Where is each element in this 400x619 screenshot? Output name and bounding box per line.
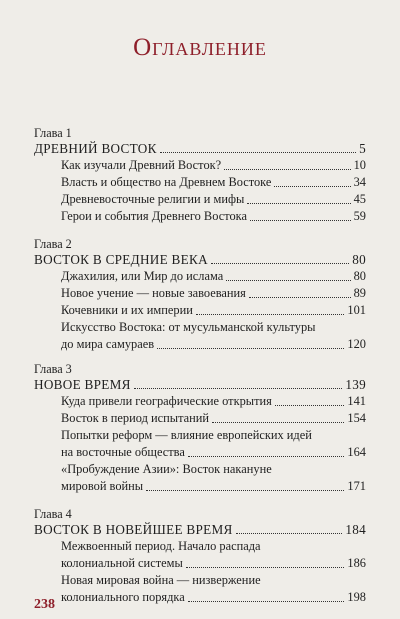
entry-title: «Пробуждение Азии»: Восток накануне <box>61 462 272 476</box>
dot-leader <box>196 314 345 315</box>
toc-entry[interactable] <box>61 268 366 285</box>
entry-page: 59 <box>353 209 366 223</box>
toc-main-entry[interactable] <box>34 140 366 157</box>
toc-entry[interactable] <box>61 427 366 461</box>
toc-entry[interactable] <box>61 191 366 208</box>
entry-page: 89 <box>353 286 366 300</box>
entry-title: Попытки реформ — влияние европейских идей <box>61 428 312 442</box>
entry-title: Куда привели географические открытия <box>61 394 272 408</box>
entry-title-cont: до мира самураев <box>61 337 155 351</box>
chapter-2 <box>34 237 366 353</box>
entry-title-cont: на восточные общества <box>61 445 185 459</box>
dot-leader <box>157 348 344 349</box>
entry-title: Герои и события Древнего Востока <box>61 209 247 223</box>
chapter-label: Глава 3 <box>34 362 72 376</box>
dot-leader <box>274 186 350 187</box>
chapter-label: Глава 4 <box>34 507 72 521</box>
entry-page: 10 <box>353 158 366 172</box>
entry-page: 80 <box>353 269 366 283</box>
chapter-3 <box>34 362 366 495</box>
entry-page: 154 <box>347 411 366 425</box>
dot-leader <box>247 203 350 204</box>
toc-entry[interactable] <box>61 461 366 495</box>
entry-page: 80 <box>352 252 366 267</box>
entry-title: Джахилия, или Мир до ислама <box>61 269 224 283</box>
entry-page: 186 <box>347 556 366 570</box>
entry-title-cont: колониальной системы <box>61 556 183 570</box>
dot-leader <box>188 601 345 602</box>
entry-title: ВОСТОК В СРЕДНИЕ ВЕКА <box>34 252 208 267</box>
entry-page: 5 <box>359 141 366 156</box>
chapter-label: Глава 2 <box>34 237 72 251</box>
toc-entry[interactable] <box>61 538 366 572</box>
entry-title: ДРЕВНИЙ ВОСТОК <box>34 141 157 156</box>
toc-entry[interactable] <box>61 319 366 353</box>
dot-leader <box>275 405 345 406</box>
entry-title-cont: колониального порядка <box>61 590 185 604</box>
toc-entry[interactable] <box>61 174 366 191</box>
chapter-1 <box>34 126 366 225</box>
dot-leader <box>160 152 356 153</box>
entry-title: Искусство Востока: от мусульманской культуры <box>61 320 316 334</box>
entry-page: 184 <box>345 522 366 537</box>
dot-leader <box>212 422 344 423</box>
toc-main-entry[interactable] <box>34 376 366 393</box>
toc-entry[interactable] <box>61 410 366 427</box>
entry-title: Власть и общество на Древнем Востоке <box>61 175 272 189</box>
entry-title: ВОСТОК В НОВЕЙШЕЕ ВРЕМЯ <box>34 522 233 537</box>
dot-leader <box>134 388 343 389</box>
entry-page: 139 <box>345 377 366 392</box>
entry-page: 120 <box>347 337 366 351</box>
toc-entry[interactable] <box>61 302 366 319</box>
entry-page: 34 <box>353 175 366 189</box>
entry-title: НОВОЕ ВРЕМЯ <box>34 377 131 392</box>
toc-main-entry[interactable] <box>34 251 366 268</box>
toc-entry[interactable] <box>61 393 366 410</box>
toc-entry[interactable] <box>61 572 366 606</box>
dot-leader <box>224 169 350 170</box>
toc-entry[interactable] <box>61 208 366 225</box>
entry-title: Древневосточные религии и мифы <box>61 192 245 206</box>
entry-page: 141 <box>347 394 366 408</box>
entry-title: Как изучали Древний Восток? <box>61 158 222 172</box>
entry-title: Новая мировая война — низвержение <box>61 573 261 587</box>
entry-page: 198 <box>347 590 366 604</box>
chapter-label: Глава 1 <box>34 126 72 140</box>
page-number: 238 <box>34 597 55 612</box>
page-title: Оглавление <box>133 34 267 61</box>
toc-main-entry[interactable] <box>34 521 366 538</box>
dot-leader <box>226 280 350 281</box>
dot-leader <box>249 297 351 298</box>
toc-entry[interactable] <box>61 285 366 302</box>
entry-title: Восток в период испытаний <box>61 411 210 425</box>
dot-leader <box>211 263 349 264</box>
dot-leader <box>146 490 344 491</box>
entry-title: Новое учение — новые завоевания <box>61 286 246 300</box>
toc-entry[interactable] <box>61 157 366 174</box>
dot-leader <box>236 533 343 534</box>
chapter-4 <box>34 507 366 606</box>
entry-page: 45 <box>353 192 366 206</box>
entry-title: Кочевники и их империи <box>61 303 193 317</box>
entry-page: 171 <box>347 479 366 493</box>
entry-title: Межвоенный период. Начало распада <box>61 539 261 553</box>
dot-leader <box>250 220 351 221</box>
dot-leader <box>188 456 345 457</box>
entry-page: 164 <box>347 445 366 459</box>
entry-title-cont: мировой войны <box>61 479 144 493</box>
dot-leader <box>186 567 345 568</box>
entry-page: 101 <box>347 303 366 317</box>
